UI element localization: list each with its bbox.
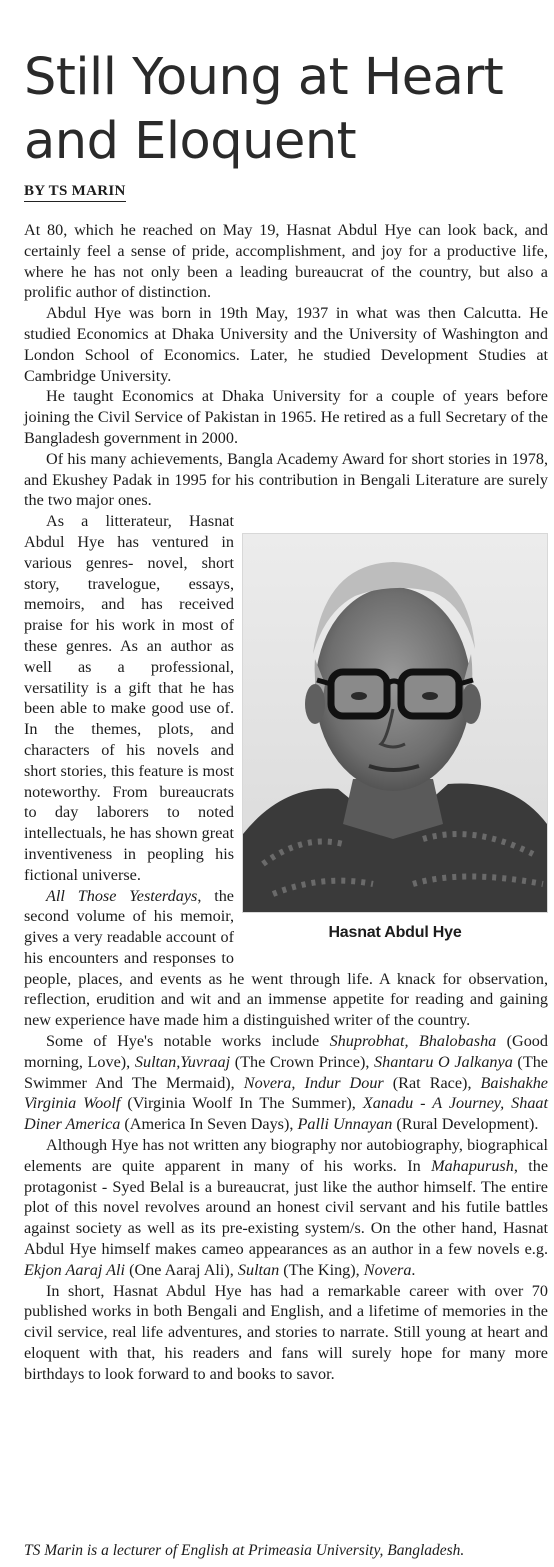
byline: BY TS MARIN xyxy=(24,183,126,202)
author-portrait-illustration xyxy=(243,534,547,912)
photo-caption: Hasnat Abdul Hye xyxy=(328,924,462,942)
paragraph-6: All Those Yesterdays, the second volume of his memoir, gives a very readable account of his encounters and responses to people, places, and events as he went through life. A knack for observation, reflection, erudition and wit and an immense appetite for reading and gaining new experience have made him a distinguished writer of the country. xyxy=(24,886,548,1030)
author-photo-figure xyxy=(242,533,548,955)
author-photo xyxy=(242,533,548,913)
paragraph-8: Although Hye has not written any biography nor autobiography, biographical elements are quite apparent in many of his works. In Mahapurush, the protagonist - Syed Belal is a bureaucrat, just like the author himself. The entire plot of this novel revolves around an honest civil servant and his futile battles against society as well as its pre-existing system/s. On the other hand, Hasnat Abdul Hye himself makes cameo appearances as an author in a few novels e.g. Ekjon Aaraj Ali (One Aaraj Ali), Sultan (The King), Novera. xyxy=(24,1136,548,1279)
article-headline xyxy=(24,46,544,174)
paragraph-1: At 80, which he reached on May 19, Hasnat Abdul Hye can look back, and certainly feel a sense of pride, accomplishment, and joy for a productive life, where he has not only been a leading bureaucrat of the country, but also a prolific author of distinction. xyxy=(24,221,548,302)
book-title: All Those Yesterdays xyxy=(46,886,198,905)
headline-line-2: and Eloquent xyxy=(24,112,357,171)
paragraph-7: Some of Hye's notable works include Shuprobhat, Bhalobasha (Good morning, Love), Sultan,Yuvraaj (The Crown Prince), Shantaru O Jalkanya (The Swimmer And The Mermaid), Novera, Indur Dour (Rat Race), Baishakhe Virginia Woolf (Virginia Woolf In The Summer), Xanadu - A Journey, Shaat Diner America (America In Seven Days), Palli Unnayan (Rural Development). xyxy=(24,1032,549,1134)
paragraph-4: Of his many achievements, Bangla Academy Award for short stories in 1978, and Ekushey Padak in 1995 for his contribution in Bengali Literature are surely the two major ones. xyxy=(24,449,548,510)
paragraph-2: Abdul Hye was born in 19th May, 1937 in what was then Calcutta. He studied Economics at Dhaka University and the University of Washington and London School of Economics. Later, he studied Development Studies at Cambridge University. xyxy=(24,304,548,385)
author-note: TS Marin is a lecturer of English at Primeasia University, Bangladesh. xyxy=(24,1542,465,1559)
paragraph-3: He taught Economics at Dhaka University for a couple of years before joining the Civil Service of Pakistan in 1965. He retired as a full Secretary of the Bangladesh government in 2000. xyxy=(24,387,548,447)
paragraph-9: In short, Hasnat Abdul Hye has had a remarkable career with over 70 published works in both Bengali and English, and a lifetime of memories in the civil service, real life adventures, and stories to narrate. Still young at heart and eloquent with that, his readers and fans will surely hope for many more birthdays to look forward to and books to savor. xyxy=(24,1281,548,1383)
paragraph-5: As a litterateur, Hasnat Abdul Hye has ventured in various genres- novel, short story, travelogue, essays, memoirs, and has received praise for his work in most of these genres. As an author as well as a professional, versatility is a gift that he has been able to make good use of. In the themes, plots, and characters of his novels and short stories, this feature is most noteworthy. From bureaucrats to day laborers to noted intellectuals, he has shown great inventiveness in peopling his fictional universe. xyxy=(24,512,234,884)
headline-line-1: Still Young at Heart xyxy=(24,48,504,107)
article-body xyxy=(24,220,548,1385)
